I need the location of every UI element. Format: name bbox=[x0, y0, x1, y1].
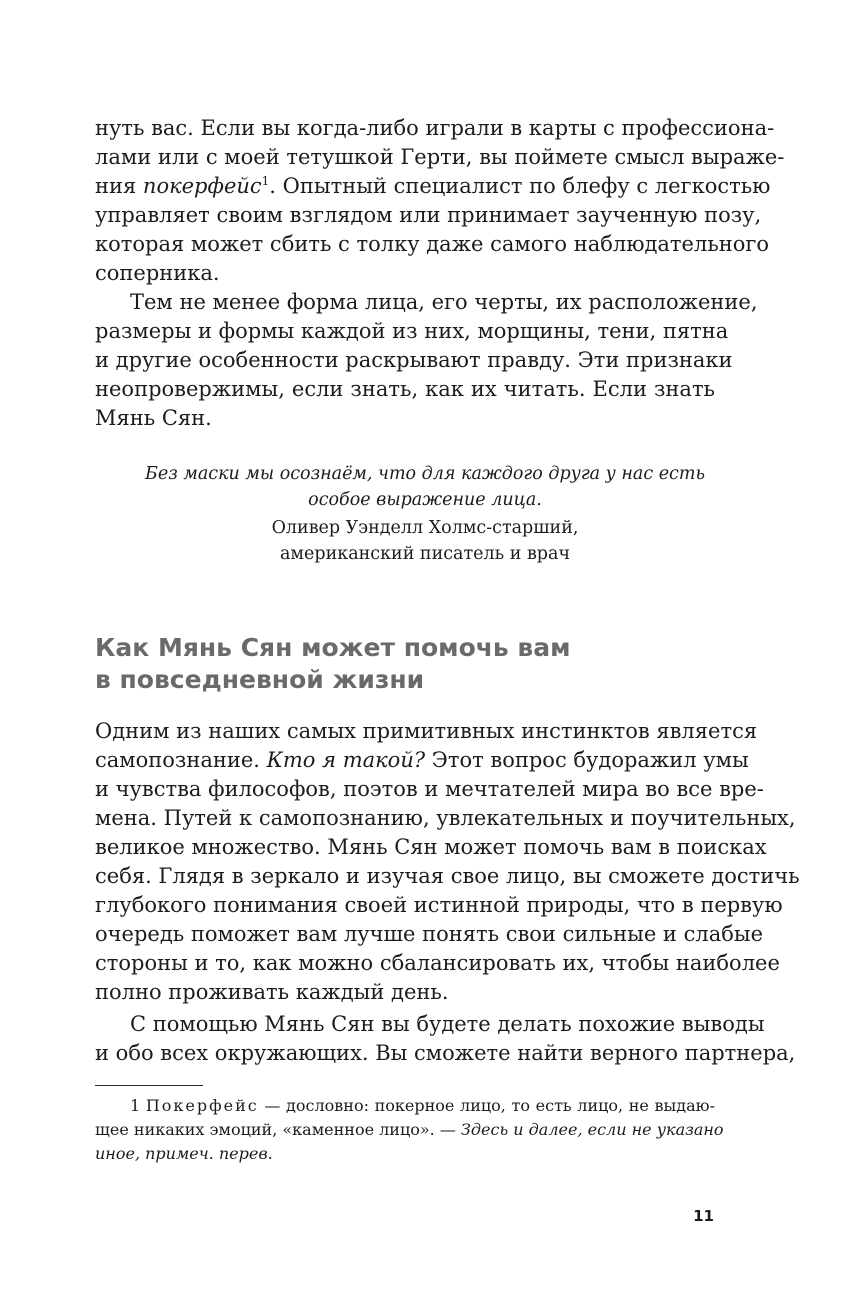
text-line: нуть вас. Если вы когда-либо играли в карты с профессиона- bbox=[95, 116, 775, 140]
epigraph-quote: особое выражение лица. bbox=[308, 490, 542, 510]
text-line: лами или с моей тетушкой Герти, вы поймете смысл выраже- bbox=[95, 145, 785, 169]
footnote-divider bbox=[95, 1085, 203, 1086]
text-line: Одним из наших самых примитивных инстинктов является bbox=[95, 719, 758, 743]
section-heading: в повседневной жизни bbox=[95, 665, 425, 694]
text-line: великое множество. Мянь Сян может помочь вам в поисках bbox=[95, 835, 767, 859]
text-line: С помощью Мянь Сян вы будете делать похожие выводы bbox=[130, 1012, 765, 1036]
text-line: очередь поможет вам лучше понять свои сильные и слабые bbox=[95, 922, 764, 946]
text-line: и чувства философов, поэтов и мечтателей мира во все вре- bbox=[95, 777, 764, 801]
text-line: неопровержимы, если знать, как их читать. Если знать bbox=[95, 377, 715, 401]
footnote-line: иное, примеч. перев. bbox=[95, 1144, 273, 1163]
footnote-ref[interactable]: 1 bbox=[261, 174, 270, 188]
footnote-number: 1 bbox=[130, 1096, 141, 1115]
text-line: самопознание. Кто я такой? Этот вопрос будоражил умы bbox=[95, 748, 749, 772]
text-line: которая может сбить с толку даже самого наблюдательного bbox=[95, 232, 770, 256]
text-line: и другие особенности раскрывают правду. Эти признаки bbox=[95, 348, 733, 372]
epigraph-quote: Без маски мы осознаём, что для каждого друга у нас есть bbox=[145, 464, 705, 484]
text-line: полно проживать каждый день. bbox=[95, 980, 449, 1004]
page-number: 11 bbox=[693, 1207, 714, 1225]
epigraph-author: Оливер Уэнделл Холмс-старший, bbox=[271, 518, 579, 538]
text-line: глубокого понимания своей истинной природы, что в первую bbox=[95, 893, 783, 917]
footnote-line: 1 Покерфейс — дословно: покерное лицо, то есть лицо, не выдаю- bbox=[130, 1096, 716, 1115]
italic-question: Кто я такой? bbox=[266, 748, 426, 772]
italic-term: покерфейс bbox=[142, 174, 262, 198]
text-line: размеры и формы каждой из них, морщины, тени, пятна bbox=[95, 319, 729, 343]
epigraph-author: американский писатель и врач bbox=[279, 544, 571, 564]
text-line: мена. Путей к самопознанию, увлекательных и поучительных, bbox=[95, 806, 796, 830]
text-line: Мянь Сян. bbox=[95, 406, 212, 430]
text-line: Тем не менее форма лица, его черты, их расположение, bbox=[130, 290, 758, 314]
text-line: себя. Глядя в зеркало и изучая свое лицо, вы сможете достичь bbox=[95, 864, 800, 888]
text-line: соперника. bbox=[95, 261, 220, 285]
footnote-line: щее никаких эмоций, «каменное лицо». — Здесь и далее, если не указано bbox=[95, 1120, 724, 1139]
text-line: управляет своим взглядом или принимает заученную позу, bbox=[95, 203, 762, 227]
text-line: стороны и то, как можно сбалансировать их, чтобы наиболее bbox=[95, 951, 780, 975]
text-line: ния покерфейс$^1$. Опытный специалист по блефу с легкостью bbox=[95, 174, 771, 198]
footnote-term: Покерфейс bbox=[145, 1096, 259, 1115]
text-line: и обо всех окружающих. Вы сможете найти верного партнера, bbox=[95, 1041, 796, 1065]
section-heading: Как Мянь Сян может помочь вам bbox=[95, 633, 571, 662]
